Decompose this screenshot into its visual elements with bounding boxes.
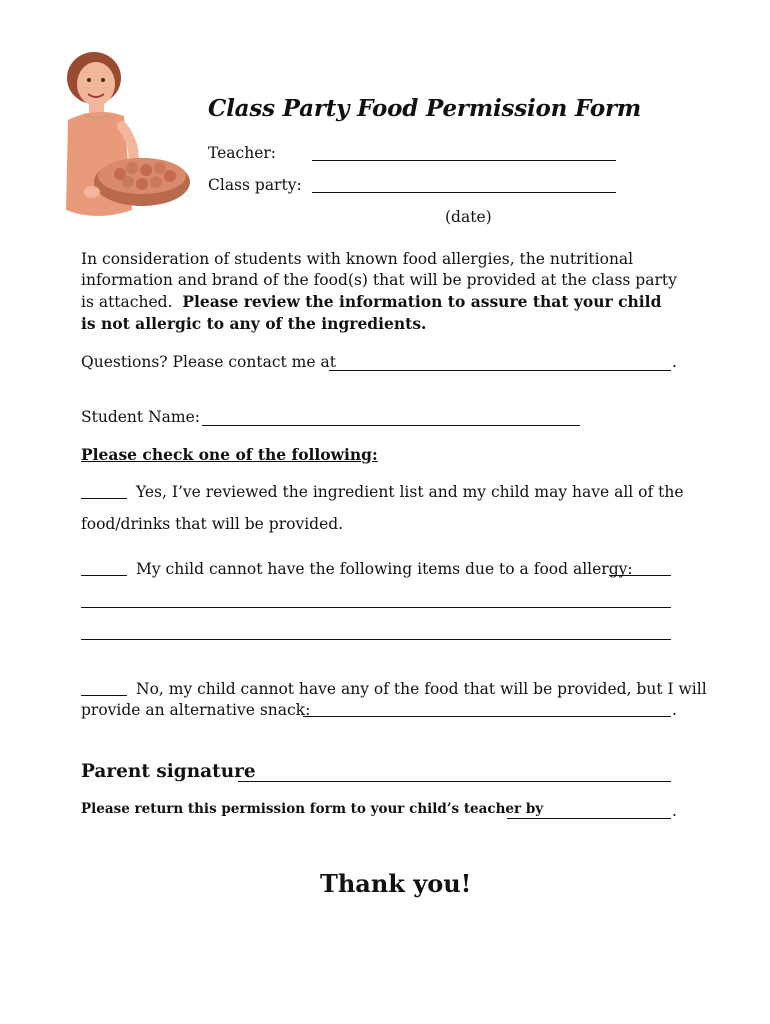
student-name-label: Student Name: xyxy=(81,408,200,426)
thank-you-text: Thank you! xyxy=(320,869,472,898)
option-yes-line2: food/drinks that will be provided. xyxy=(81,515,344,533)
allergy-items-field-1[interactable] xyxy=(609,575,671,576)
intro-bold-text: Please review the information to assure that your child is not allergic to any of the ingredients. xyxy=(81,292,662,333)
alternative-snack-field[interactable] xyxy=(303,716,671,717)
return-date-field[interactable] xyxy=(507,818,671,819)
student-name-field[interactable] xyxy=(202,425,580,426)
option-allergy-checkline[interactable] xyxy=(81,575,127,576)
teacher-field[interactable] xyxy=(312,160,616,161)
option-allergy-label: My child cannot have the following items due to a food allergy: xyxy=(136,560,633,578)
teacher-label: Teacher: xyxy=(208,144,277,162)
class-party-label: Class party: xyxy=(208,176,302,194)
intro-paragraph xyxy=(81,249,681,335)
contact-field[interactable] xyxy=(329,370,671,371)
option-yes-checkline[interactable] xyxy=(81,498,127,499)
return-instructions: Please return this permission form to your child’s teacher by xyxy=(81,801,544,817)
form-title: Class Party Food Permission Form xyxy=(208,95,642,122)
return-period: . xyxy=(672,802,677,820)
option-no-period: . xyxy=(672,701,677,719)
parent-signature-label: Parent signature xyxy=(81,761,256,782)
allergy-items-field-2[interactable] xyxy=(81,607,671,608)
allergy-items-field-3[interactable] xyxy=(81,639,671,640)
woman-with-basket-illustration xyxy=(62,50,192,225)
parent-signature-field[interactable] xyxy=(238,781,671,782)
option-no-checkline[interactable] xyxy=(81,695,127,696)
check-heading: Please check one of the following: xyxy=(81,445,378,464)
questions-period: . xyxy=(672,353,677,371)
class-party-date-field[interactable] xyxy=(312,192,616,193)
questions-label: Questions? Please contact me at xyxy=(81,353,336,371)
option-yes-line1: Yes, I’ve reviewed the ingredient list and my child may have all of the xyxy=(136,483,684,501)
date-caption: (date) xyxy=(445,208,492,226)
intro-text: In consideration of students with known food allergies, the nutritional information and brand of the food(s) that will be provided at the class party is attached. xyxy=(81,250,677,311)
option-no-line1: No, my child cannot have any of the food that will be provided, but I will xyxy=(136,680,707,698)
option-no-line2: provide an alternative snack: xyxy=(81,701,311,719)
